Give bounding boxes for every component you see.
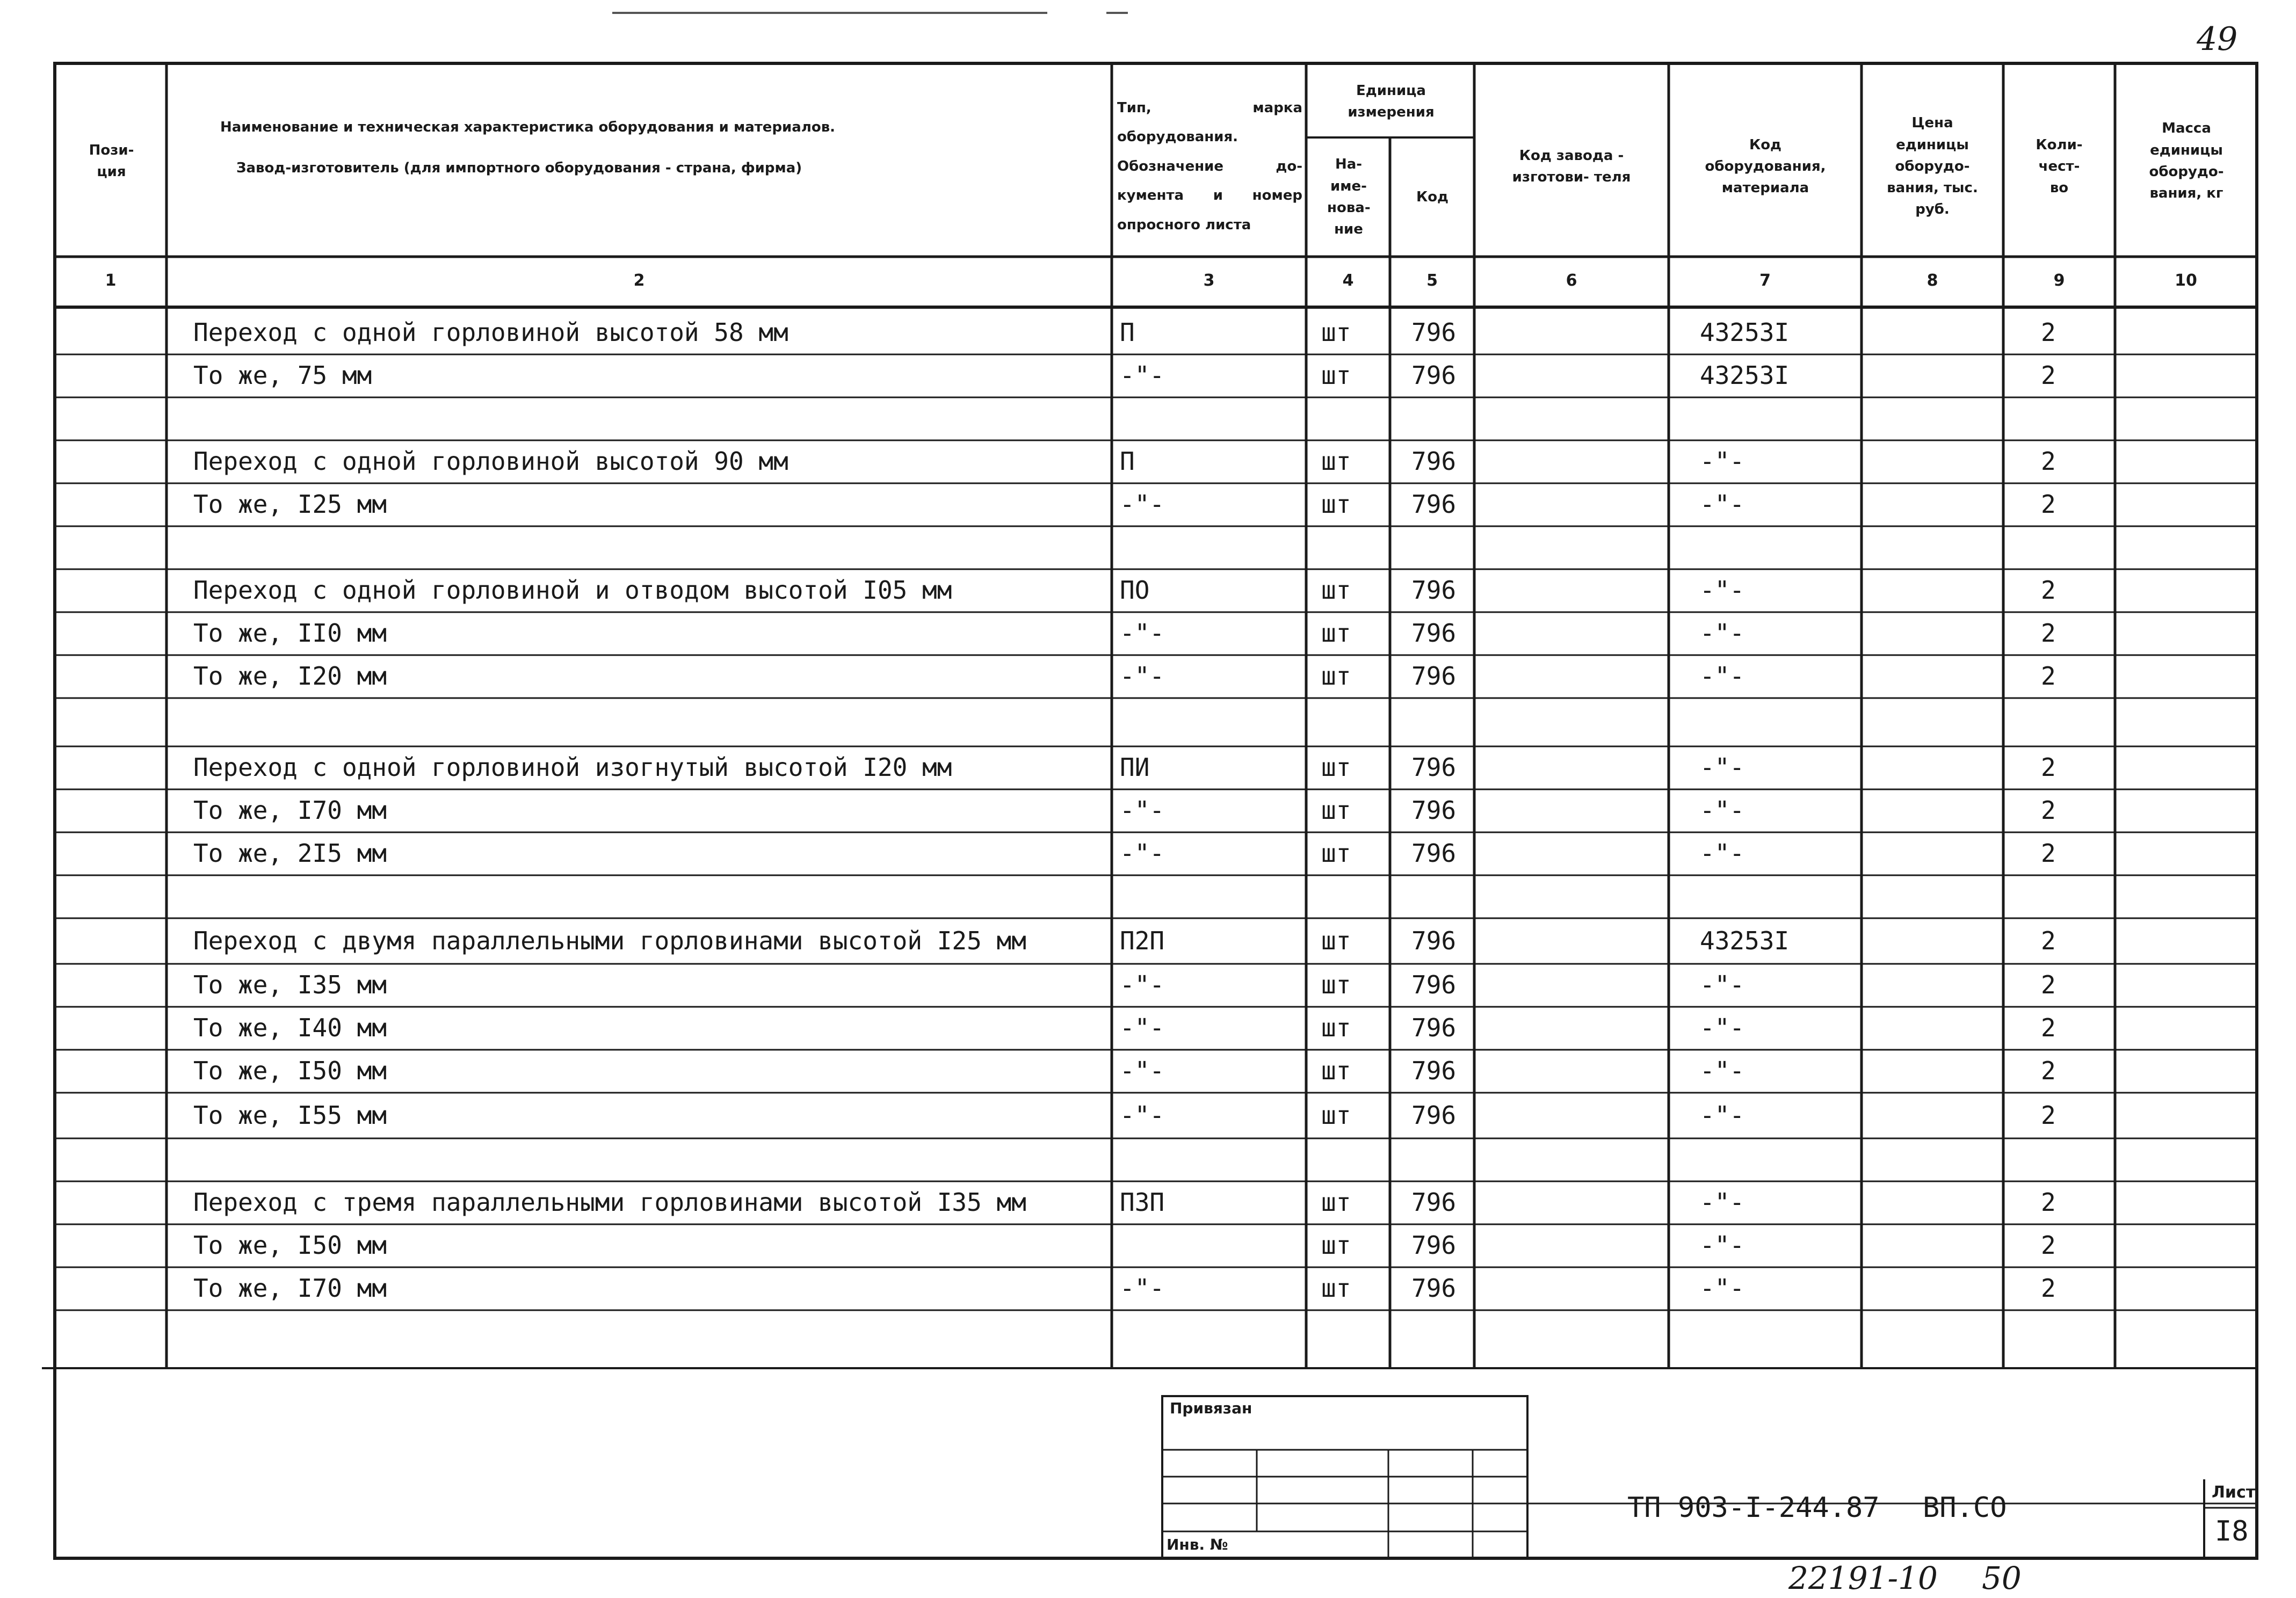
row-type: П2П — [1120, 926, 1165, 955]
row-name: То же, I40 мм — [193, 1013, 387, 1042]
row-type: -"- — [1120, 361, 1165, 390]
row-unit-code: 796 — [1411, 576, 1457, 605]
header-material-code — [1671, 81, 1859, 252]
row-unit: шт — [1321, 1274, 1351, 1303]
header-material-code-label: Код оборудования, материала — [1705, 136, 1826, 197]
table-row — [0, 1050, 2296, 1093]
row-type: -"- — [1120, 839, 1165, 868]
row-quantity: 2 — [2041, 490, 2056, 519]
row-name: Переход с тремя параллельными горловинами высотой I35 мм — [193, 1188, 1026, 1217]
header-mass-label: Масса единицы оборудо- вания, кг — [2149, 120, 2224, 202]
row-type: -"- — [1120, 490, 1165, 519]
header-price-label: Цена единицы оборудо- вания, тыс. руб. — [1887, 115, 1978, 218]
row-unit-code: 796 — [1411, 1100, 1457, 1130]
row-unit-code: 796 — [1411, 1274, 1457, 1303]
header-unit-group — [1310, 67, 1472, 136]
table-row — [0, 440, 2296, 483]
row-unit-code: 796 — [1411, 1056, 1457, 1085]
row-name: То же, I70 мм — [193, 1274, 387, 1303]
row-unit-code: 796 — [1411, 318, 1457, 347]
column-number-8: 8 — [1926, 271, 1938, 290]
column-number-3: 3 — [1203, 271, 1215, 290]
row-type: -"- — [1120, 1100, 1165, 1130]
table-row — [0, 1224, 2296, 1267]
table-row — [0, 1267, 2296, 1310]
row-unit: шт — [1321, 490, 1351, 519]
row-material-code: 43253I — [1700, 361, 1790, 390]
row-quantity: 2 — [2041, 1231, 2056, 1260]
row-quantity: 2 — [2041, 1013, 2056, 1042]
row-name: То же, I50 мм — [193, 1056, 387, 1085]
row-type: -"- — [1120, 1056, 1165, 1085]
column-number-6: 6 — [1566, 271, 1577, 290]
row-material-code: -"- — [1700, 970, 1745, 999]
row-type: -"- — [1120, 970, 1165, 999]
row-unit: шт — [1321, 1231, 1351, 1260]
row-unit: шт — [1321, 839, 1351, 868]
row-unit: шт — [1321, 926, 1351, 955]
document-code-value: ТП 903-I-244.87 — [1627, 1492, 1880, 1524]
row-type: -"- — [1120, 662, 1165, 691]
table-row — [0, 964, 2296, 1007]
row-unit-code: 796 — [1411, 361, 1457, 390]
table-row — [0, 311, 2296, 354]
table-row — [0, 612, 2296, 655]
header-factory-code-label: Код завода - изготови- теля — [1512, 147, 1631, 185]
row-unit-code: 796 — [1411, 662, 1457, 691]
row-unit-code: 796 — [1411, 1188, 1457, 1217]
column-number-9: 9 — [2053, 271, 2065, 290]
row-material-code: -"- — [1700, 576, 1745, 605]
row-material-code: -"- — [1700, 662, 1745, 691]
header-price — [1864, 81, 2001, 252]
row-quantity: 2 — [2041, 1056, 2056, 1085]
row-name: То же, I20 мм — [193, 662, 387, 691]
header-name — [172, 107, 1106, 188]
row-quantity: 2 — [2041, 619, 2056, 648]
row-material-code: -"- — [1700, 1013, 1745, 1042]
row-quantity: 2 — [2041, 662, 2056, 691]
row-unit-code: 796 — [1411, 490, 1457, 519]
header-position-label: Пози- ция — [89, 142, 134, 180]
column-number-7: 7 — [1759, 271, 1771, 290]
header-name-line1: Наименование и техническая характеристика оборудования и материалов. — [220, 119, 836, 135]
table-row — [0, 655, 2296, 698]
document-code — [1627, 1492, 1880, 1524]
row-unit: шт — [1321, 796, 1351, 825]
column-number-10: 10 — [2175, 271, 2197, 290]
column-number-5: 5 — [1426, 271, 1438, 290]
row-material-code: -"- — [1700, 1056, 1745, 1085]
row-name: То же, I25 мм — [193, 490, 387, 519]
row-type: ПИ — [1120, 753, 1150, 782]
row-quantity: 2 — [2041, 839, 2056, 868]
row-quantity: 2 — [2041, 753, 2056, 782]
row-material-code: -"- — [1700, 1274, 1745, 1303]
row-unit: шт — [1321, 662, 1351, 691]
header-unit-name-label: На- име- нова- ние — [1327, 156, 1371, 238]
row-unit-code: 796 — [1411, 753, 1457, 782]
row-quantity: 2 — [2041, 970, 2056, 999]
row-type: -"- — [1120, 619, 1165, 648]
table-row — [0, 789, 2296, 832]
row-quantity: 2 — [2041, 1100, 2056, 1130]
privyazan-label: Привязан — [1170, 1399, 1252, 1417]
row-material-code: -"- — [1700, 490, 1745, 519]
table-row — [0, 526, 2296, 569]
column-number-4: 4 — [1342, 271, 1354, 290]
row-material-code: -"- — [1700, 753, 1745, 782]
row-type: -"- — [1120, 1013, 1165, 1042]
table-row — [0, 483, 2296, 526]
footer-archive-number: 22191-10 — [1788, 1560, 1938, 1596]
row-name: То же, I70 мм — [193, 796, 387, 825]
document-suffix: ВП.СО — [1923, 1492, 2007, 1524]
row-type: -"- — [1120, 1274, 1165, 1303]
table-row — [0, 698, 2296, 746]
table-row — [0, 918, 2296, 964]
header-unit-name — [1308, 141, 1389, 253]
sheet-label: Лист — [2212, 1483, 2256, 1502]
row-name: То же, I50 мм — [193, 1231, 387, 1260]
header-unit-group-label: Единица измерения — [1348, 82, 1435, 120]
row-name: То же, I35 мм — [193, 970, 387, 999]
row-name: Переход с одной горловиной высотой 90 мм — [193, 447, 788, 476]
header-quantity-label: Коли- чест- во — [2036, 136, 2083, 197]
table-row — [0, 1310, 2296, 1368]
row-type: П — [1120, 318, 1135, 347]
row-material-code: 43253I — [1700, 926, 1790, 955]
row-type: -"- — [1120, 796, 1165, 825]
row-material-code: -"- — [1700, 1231, 1745, 1260]
row-unit-code: 796 — [1411, 839, 1457, 868]
row-name: Переход с одной горловиной изогнутый высотой I20 мм — [193, 753, 952, 782]
row-quantity: 2 — [2041, 447, 2056, 476]
sheet-number: I8 — [2215, 1515, 2249, 1548]
table-row — [0, 354, 2296, 397]
row-name: То же, I55 мм — [193, 1100, 387, 1130]
row-name: Переход с двумя параллельными горловинами высотой I25 мм — [193, 926, 1026, 955]
table-row — [0, 1181, 2296, 1224]
row-type: ПО — [1120, 576, 1150, 605]
header-name-line2: Завод-изготовитель (для импортного оборудования - страна, фирма) — [236, 160, 802, 176]
header-quantity — [2005, 81, 2113, 252]
header-type-label: Тип, марка оборудования. Обозначение до- кумента и номер опросного листа — [1117, 99, 1302, 233]
table-row — [0, 1093, 2296, 1138]
header-mass — [2117, 75, 2256, 247]
row-material-code: -"- — [1700, 1100, 1745, 1130]
row-material-code: 43253I — [1700, 318, 1790, 347]
row-unit: шт — [1321, 447, 1351, 476]
row-name: Переход с одной горловиной высотой 58 мм — [193, 318, 788, 347]
row-quantity: 2 — [2041, 1188, 2056, 1217]
row-unit-code: 796 — [1411, 796, 1457, 825]
row-unit: шт — [1321, 361, 1351, 390]
inv-number-label: Инв. № — [1167, 1536, 1228, 1553]
header-unit-code-label: Код — [1416, 188, 1449, 205]
table-row — [0, 746, 2296, 789]
table-row — [0, 875, 2296, 918]
header-position — [59, 107, 164, 215]
row-unit: шт — [1321, 1056, 1351, 1085]
row-unit: шт — [1321, 970, 1351, 999]
row-quantity: 2 — [2041, 361, 2056, 390]
row-quantity: 2 — [2041, 576, 2056, 605]
row-unit: шт — [1321, 619, 1351, 648]
header-factory-code — [1477, 81, 1666, 252]
row-name: То же, 75 мм — [193, 361, 372, 390]
row-name: Переход с одной горловиной и отводом высотой I05 мм — [193, 576, 952, 605]
row-material-code: -"- — [1700, 619, 1745, 648]
row-unit: шт — [1321, 1013, 1351, 1042]
table-row — [0, 1138, 2296, 1181]
row-quantity: 2 — [2041, 796, 2056, 825]
row-material-code: -"- — [1700, 1188, 1745, 1217]
footer-number: 50 — [1982, 1560, 2022, 1596]
row-unit: шт — [1321, 576, 1351, 605]
row-unit-code: 796 — [1411, 1231, 1457, 1260]
row-unit-code: 796 — [1411, 619, 1457, 648]
row-material-code: -"- — [1700, 839, 1745, 868]
row-unit-code: 796 — [1411, 970, 1457, 999]
row-name: То же, 2I5 мм — [193, 839, 387, 868]
column-number-2: 2 — [633, 271, 645, 290]
row-material-code: -"- — [1700, 447, 1745, 476]
row-unit: шт — [1321, 753, 1351, 782]
row-material-code: -"- — [1700, 796, 1745, 825]
row-unit: шт — [1321, 1100, 1351, 1130]
header-unit-code — [1392, 141, 1473, 253]
row-unit: шт — [1321, 1188, 1351, 1217]
row-type: П3П — [1120, 1188, 1165, 1217]
row-quantity: 2 — [2041, 1274, 2056, 1303]
column-number-1: 1 — [105, 271, 117, 290]
header-type — [1117, 81, 1302, 252]
table-row — [0, 397, 2296, 440]
row-unit-code: 796 — [1411, 1013, 1457, 1042]
row-type: П — [1120, 447, 1135, 476]
row-unit-code: 796 — [1411, 447, 1457, 476]
page-number: 49 — [2197, 20, 2238, 58]
row-unit-code: 796 — [1411, 926, 1457, 955]
table-row — [0, 832, 2296, 875]
row-quantity: 2 — [2041, 926, 2056, 955]
table-row — [0, 1007, 2296, 1050]
row-quantity: 2 — [2041, 318, 2056, 347]
row-name: То же, II0 мм — [193, 619, 387, 648]
table-row — [0, 569, 2296, 612]
row-unit: шт — [1321, 318, 1351, 347]
